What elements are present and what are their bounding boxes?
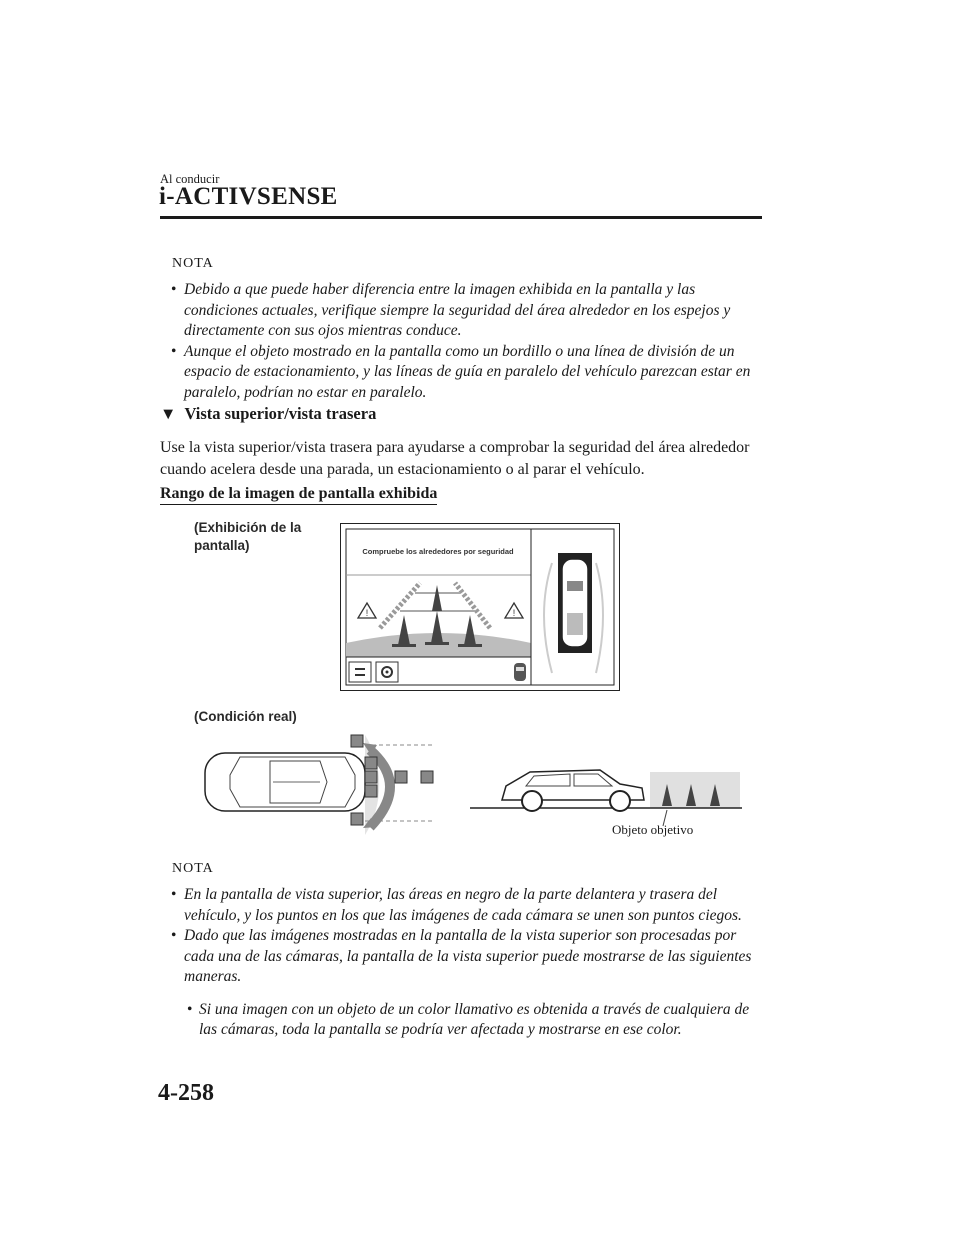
bullet-icon: •: [171, 886, 177, 903]
note-item: • En la pantalla de vista superior, las áreas en negro de la parte delantera y trasera del vehículo, y los puntos en los que las imágenes de cada cámara se unen son puntos ciegos.: [171, 886, 742, 924]
section-label: Al conducir: [160, 172, 220, 186]
bullet-icon: •: [187, 1000, 193, 1018]
section-title: Vista superior/vista trasera: [184, 404, 377, 423]
real-condition-top-view: [195, 715, 440, 840]
note-label: NOTA: [172, 861, 214, 876]
figure-subheading: Rango de la imagen de pantalla exhibida: [160, 485, 437, 505]
note-item: • Debido a que puede haber diferencia entre la imagen exhibida en la pantalla y las condiciones actuales, verifique siempre la seguridad del área alrededor en los espejos y directamente con sus ojos mientras conduce.: [171, 281, 731, 339]
triangle-down-icon: ▼: [160, 404, 177, 423]
real-condition-side-view: [470, 760, 742, 842]
note-list: [159, 885, 764, 1041]
note-item: • Dado que las imágenes mostradas en la pantalla de la vista superior son procesadas por cada una de las cámaras, la pantalla de la vista superior puede mostrarse de las siguientes maneras.: [171, 927, 752, 985]
note-item: • Aunque el objeto mostrado en la pantalla como un bordillo o una línea de división de un espacio de estacionamiento, y las líneas de guía en paralelo del vehículo parezcan estar en paralelo, podrían no estar en paralelo.: [171, 342, 751, 401]
screen-banner-text: Compruebe los alrededores por seguridad: [362, 547, 514, 556]
display-label: (Exhibición de la pantalla): [194, 520, 302, 553]
page-number: 4-258: [158, 1080, 214, 1106]
section-body: Use la vista superior/vista trasera para ayudarse a comprobar la seguridad del área alrededor cuando acelera desde una parada, un estacionamiento o al parar el vehículo.: [160, 439, 750, 478]
note-subitem: • Si una imagen con un objeto de un color llamativo es obtenida a través de cualquiera de las cámaras, toda la pantalla se podría ver afectada y mostrarse en ese color.: [187, 1000, 750, 1038]
svg-text:!: !: [512, 608, 516, 618]
bullet-icon: •: [171, 927, 177, 944]
camera-display-screen: [340, 523, 620, 691]
target-object-label: Objeto objetivo: [612, 822, 694, 837]
note-label: NOTA: [172, 256, 214, 271]
car-sensor-icon[interactable]: [514, 663, 526, 681]
svg-text:!: !: [365, 608, 369, 618]
note-list: [159, 280, 759, 403]
view-toggle-icon[interactable]: [349, 662, 371, 682]
section-heading: [160, 404, 376, 424]
chapter-title: i-ACTIVSENSE: [159, 183, 338, 210]
bullet-icon: •: [171, 342, 177, 360]
real-condition-label: (Condición real): [194, 709, 297, 724]
header-rule: [160, 216, 762, 219]
bullet-icon: •: [171, 281, 177, 298]
